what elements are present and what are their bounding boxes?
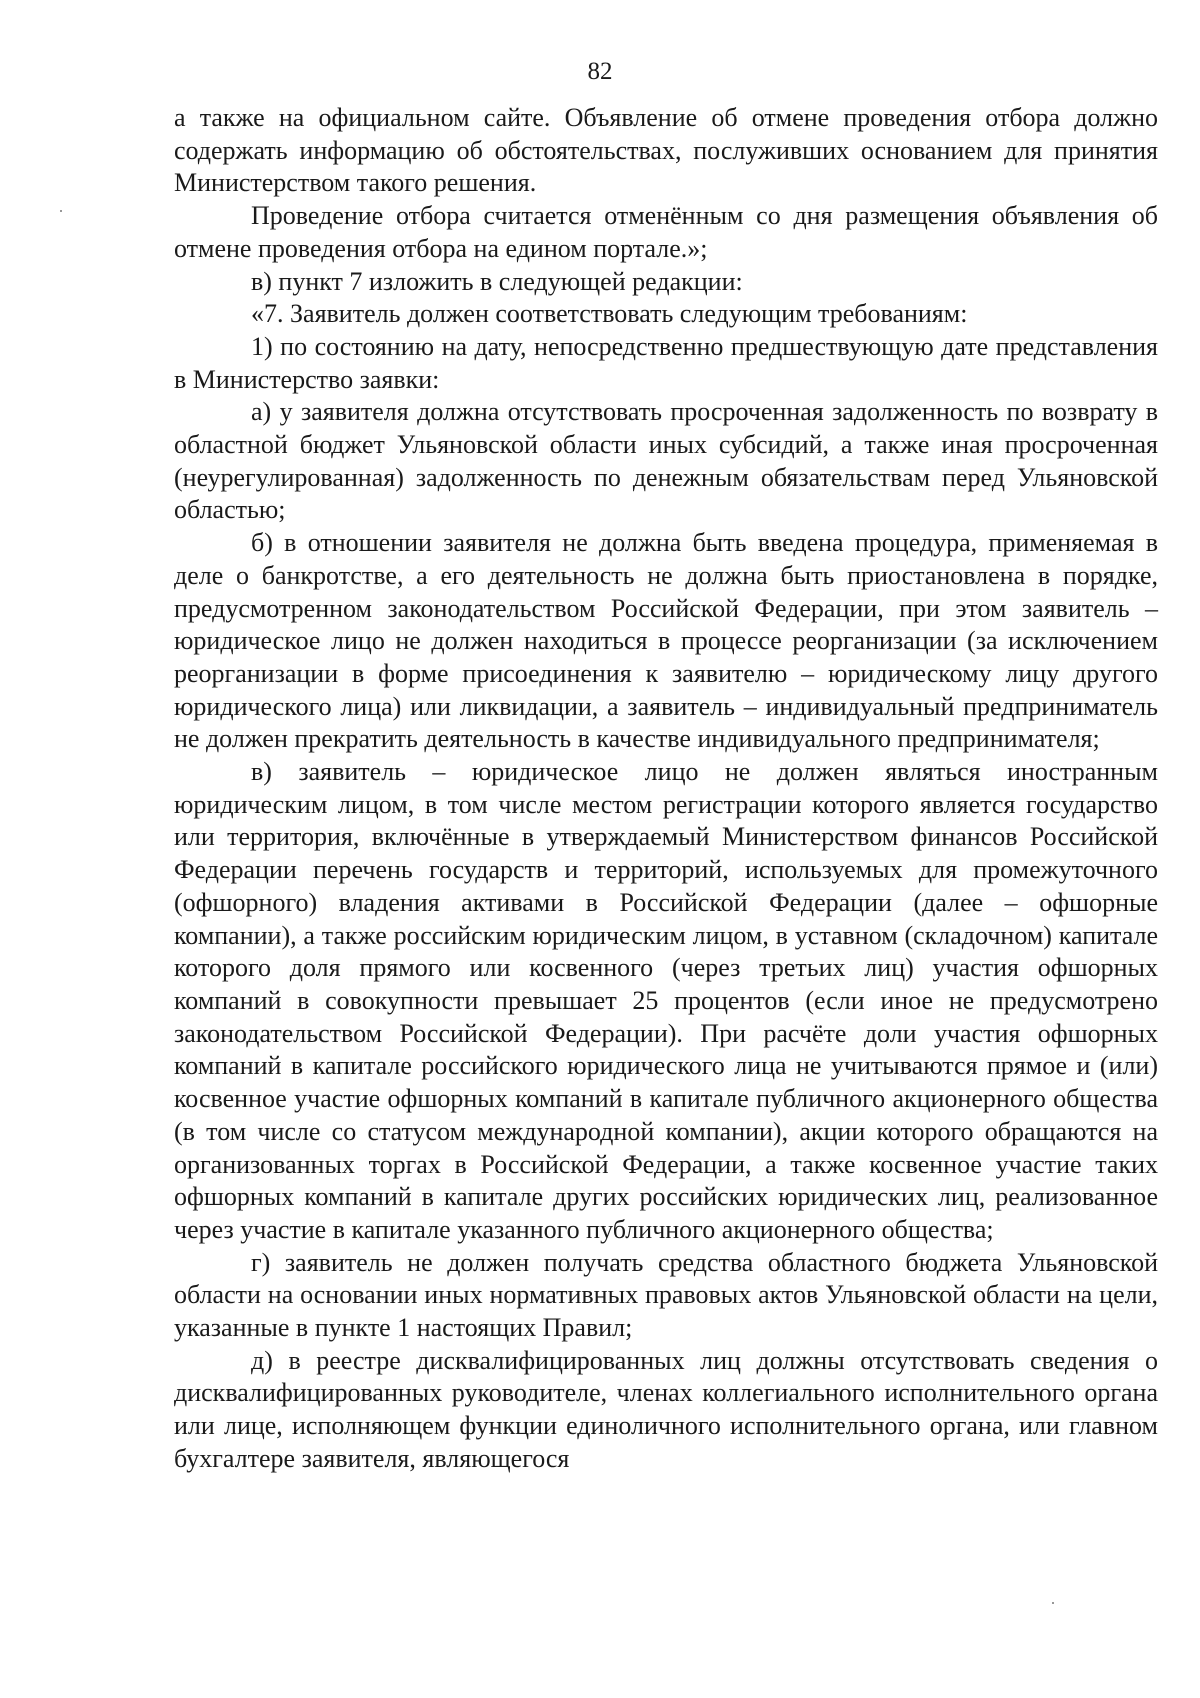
paragraph-continuation: а также на официальном сайте. Объявление об отмене проведения отбора должно содержать информацию об обстоятельствах, послуживших основанием для принятия Министерством такого решения.: [174, 103, 1158, 198]
paragraph-subclause-1: 1) по состоянию на дату, непосредственно предшествующую дате представления в Министерство заявки:: [174, 331, 1158, 394]
paragraph-subitem-d: д) в реестре дисквалифицированных лиц должны отсутствовать сведения о дисквалифицированных руководителе, членах коллегиального исполнительного органа или лице, исполняющем функции единоличного исполнительного органа, или главном бухгалтере заявителя, являющегося: [174, 1345, 1158, 1473]
paragraph-subitem-g: г) заявитель не должен получать средства областного бюджета Ульяновской области на основании иных нормативных правовых актов Ульяновской области на цели, указанные в пункте 1 настоящих Правил;: [174, 1247, 1158, 1343]
scan-speck: [60, 210, 62, 212]
paragraph-item-v: в) пункт 7 изложить в следующей редакции:: [251, 266, 743, 296]
paragraph-subitem-v: в) заявитель – юридическое лицо не должен являться иностранным юридическим лицом, в том числе местом регистрации которого является государство или территория, включённые в утверждаемый Министерством финансов Российской Федерации перечень государств и территорий, используемых для промежуточного (офшорного) владения активами в Российской Федерации (далее – офшорные компании), а также российским юридическим лицом, в уставном (складочном) капитале которого доля прямого или косвенного (через третьих лиц) участия офшорных компаний в совокупности превышает 25 процентов (если иное не предусмотрено законодательством Российской Федерации). При расчёте доли участия офшорных компаний в капитале российского юридического лица не учитываются прямое и (или) косвенное участие офшорных компаний в капитале публичного акционерного общества (в том числе со статусом международной компании), акции которого обращаются на организованных торгах в Российской Федерации, а также косвенное участие таких офшорных компаний в капитале других российских юридических лиц, реализованное через участие в капитале указанного публичного акционерного общества;: [174, 757, 1158, 1244]
page-number: 82: [587, 58, 613, 85]
paragraph-clause-7: «7. Заявитель должен соответствовать следующим требованиям:: [251, 299, 968, 329]
scan-speck: [1052, 1602, 1054, 1604]
paragraph-subitem-a: а) у заявителя должна отсутствовать просроченная задолженность по возврату в областной бюджет Ульяновской области иных субсидий, а также иная просроченная (неурегулированная) задолженность по денежным обязательствам перед Ульяновской областью;: [174, 397, 1158, 525]
paragraph-subitem-b: б) в отношении заявителя не должна быть введена процедура, применяемая в деле о банкротстве, а его деятельность не должна быть приостановлена в порядке, предусмотренном законодательством Российской Федерации, при этом заявитель – юридическое лицо не должен находиться в процессе реорганизации (за исключением реорганизации в форме присоединения к заявителю – юридическому лицу другого юридического лица) или ликвидации, а заявитель – индивидуальный предприниматель не должен прекратить деятельность в качестве индивидуального предпринимателя;: [174, 528, 1158, 754]
paragraph-cancellation: Проведение отбора считается отменённым со дня размещения объявления об отмене проведения отбора на едином портале.»;: [174, 201, 1158, 263]
document-body: [174, 102, 1158, 1476]
